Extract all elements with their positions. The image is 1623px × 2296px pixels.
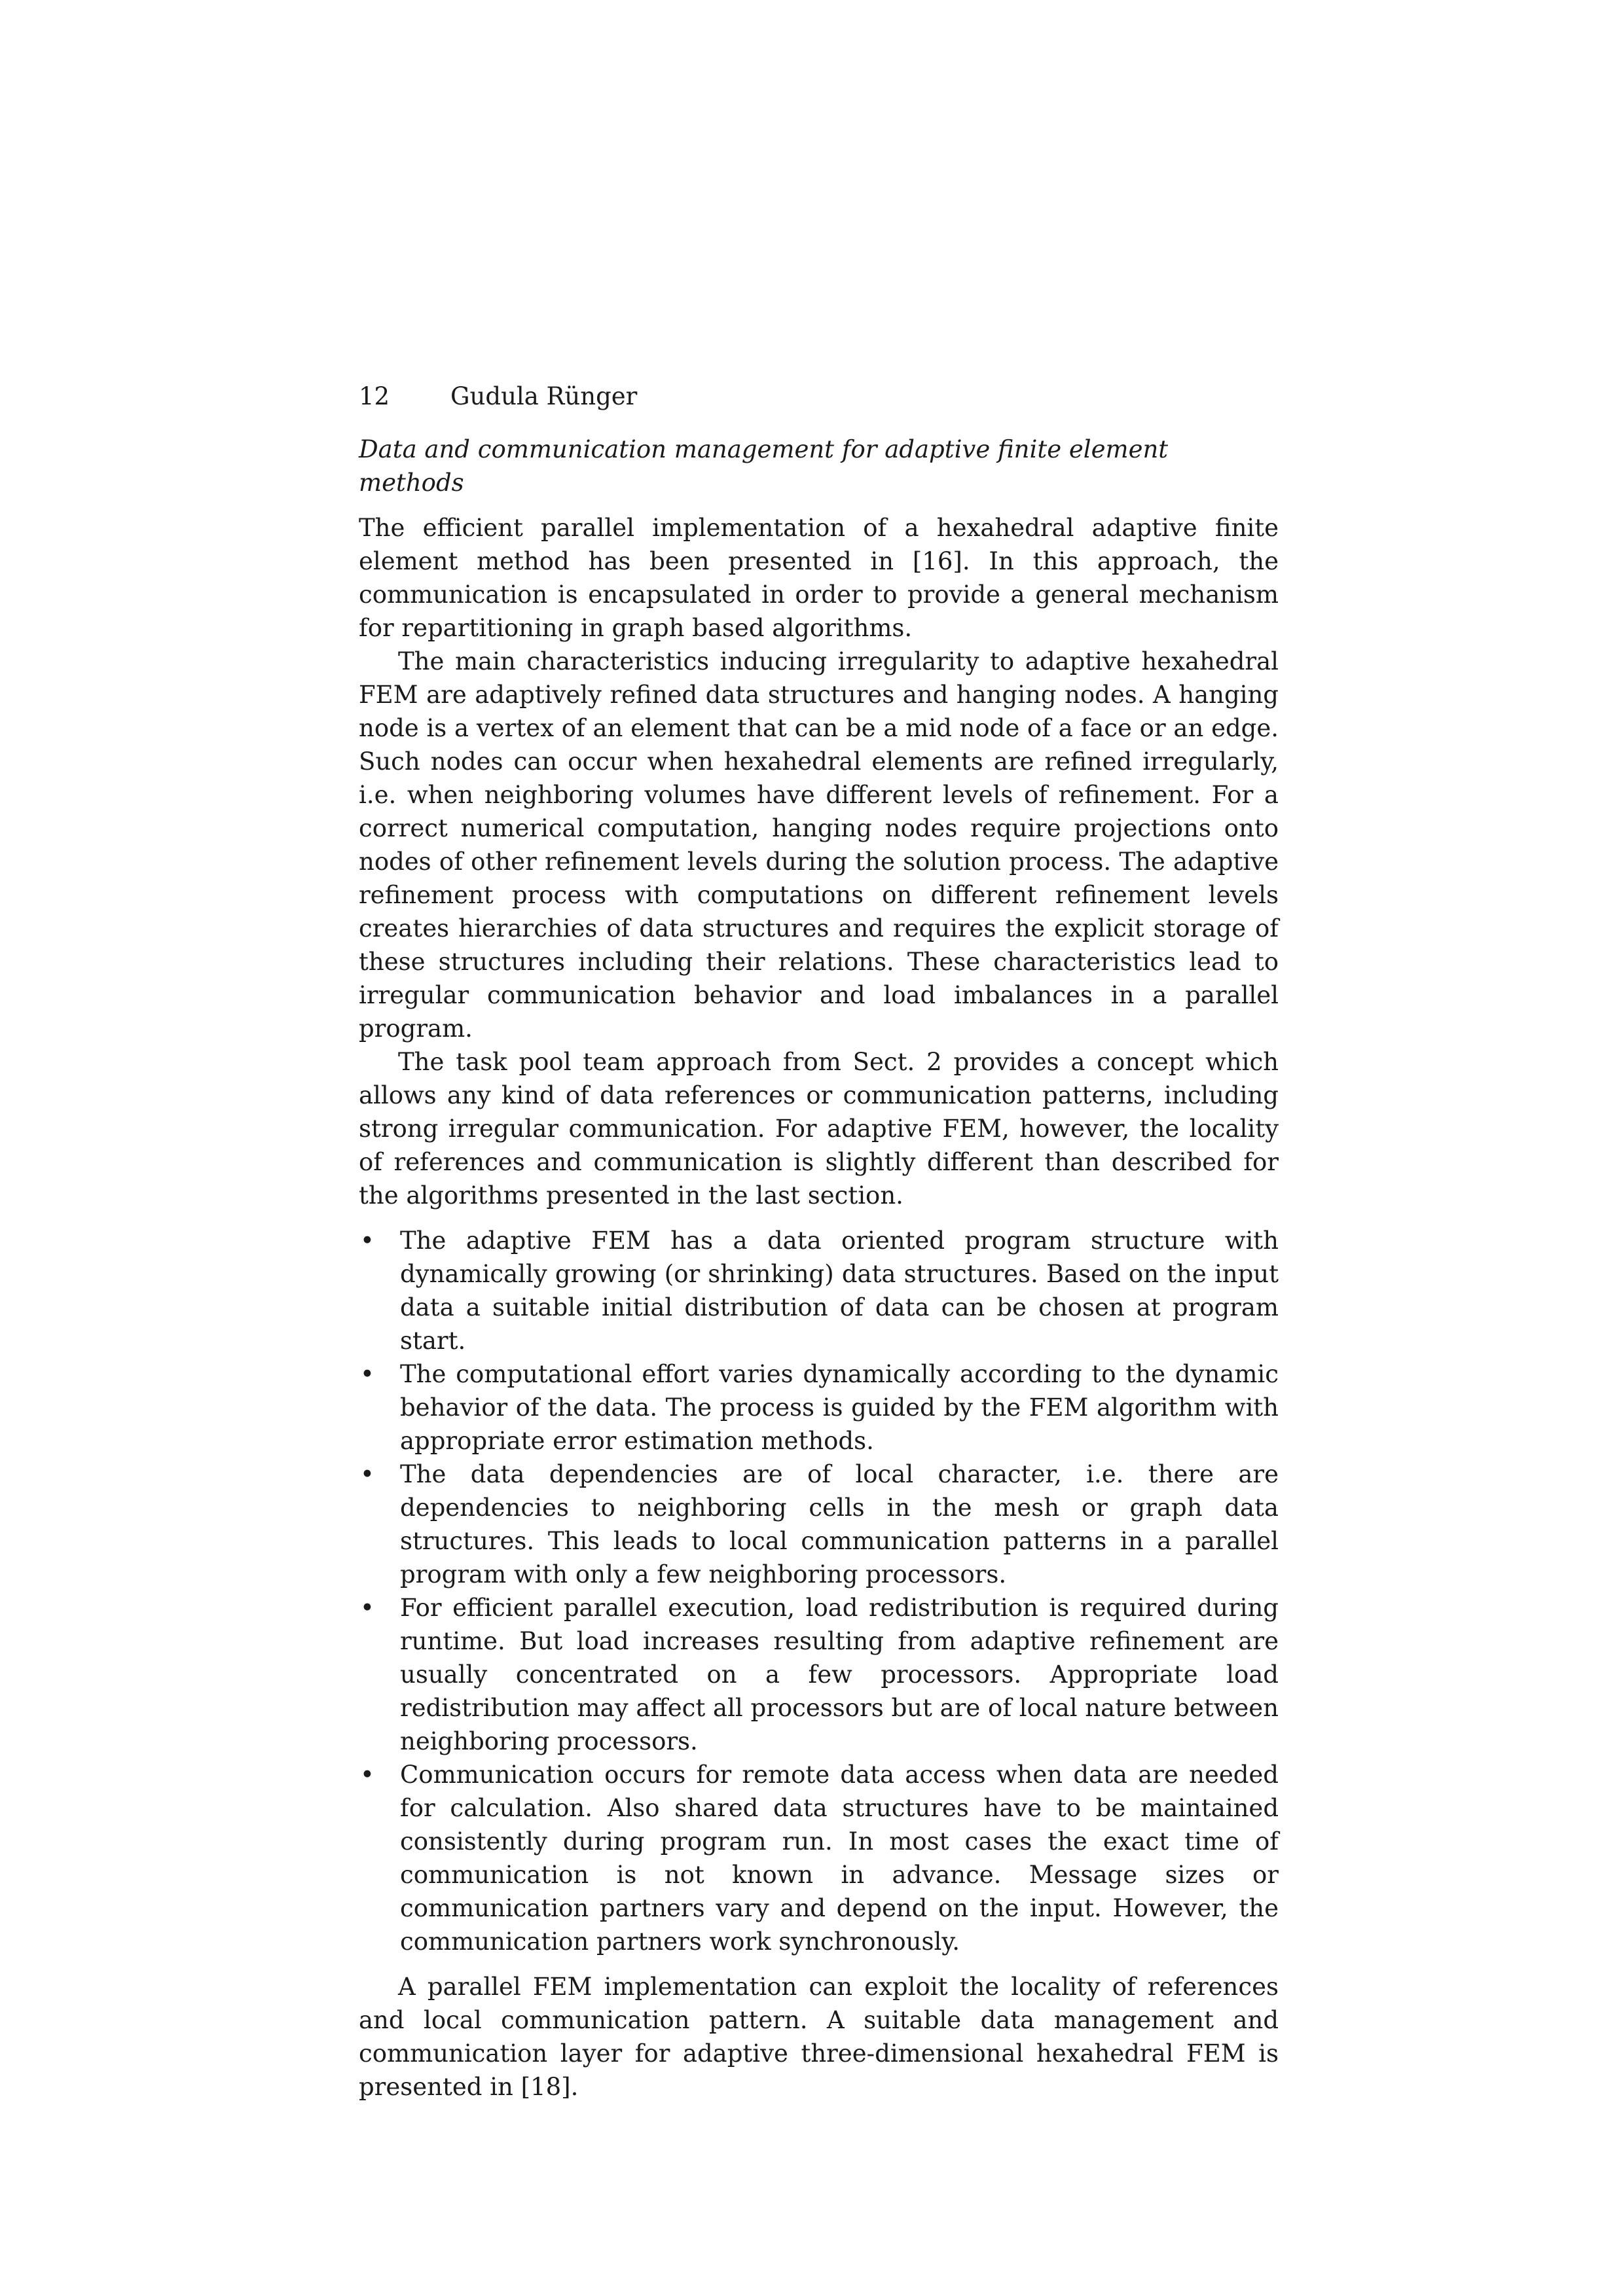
list-item (359, 1357, 1279, 1458)
list-item (359, 1758, 1279, 1958)
paragraph: The task pool team approach from Sect. 2 provides a concept which allows any kind of data references or communication patterns, including strong irregular communication. For adaptive FEM, however, the locality of references and communication is slightly different than described for the algorithms presented in the last section. (359, 1048, 1279, 1210)
list-item (359, 1224, 1279, 1357)
page-number: 12 (359, 382, 390, 410)
section-heading: Data and communication management for adaptive finite element methods (359, 435, 1169, 497)
bullet-list (359, 1224, 1279, 1958)
closing-paragraph: A parallel FEM implementation can exploit the locality of references and local communication pattern. A suitable data management and communication layer for adaptive three-dimensional hexahedral FEM is presented in [18]. (359, 1973, 1279, 2101)
bullet-icon: • (360, 1360, 374, 1388)
running-head (359, 380, 1279, 413)
bullet-icon: • (360, 1761, 374, 1789)
author-name: Gudula Rünger (450, 382, 638, 410)
list-item-text: For efficient parallel execution, load redistribution is required during runtime. But load increases resulting from adaptive refinement are usually concentrated on a few processors. Appropriate load redistribution may affect all processors but are of local nature between neighboring processors. (400, 1594, 1279, 1755)
list-item-text: The computational effort varies dynamically according to the dynamic behavior of the data. The process is guided by the FEM algorithm with appropriate error estimation methods. (400, 1360, 1279, 1455)
list-item-text: Communication occurs for remote data access when data are needed for calculation. Also shared data structures have to be maintained consistently during program run. In most cases the exact time of communication is not known in advance. Message sizes or communication partners vary and depend on the input. However, the communication partners work synchronously. (400, 1761, 1279, 1956)
paragraph: The main characteristics inducing irregularity to adaptive hexahedral FEM are adaptively refined data structures and hanging nodes. A hanging node is a vertex of an element that can be a mid node of a face or an edge. Such nodes can occur when hexahedral elements are refined irregularly, i.e. when neighboring volumes have different levels of refinement. For a correct numerical computation, hanging nodes require projections onto nodes of other refinement levels during the solution process. The adaptive refinement process with computations on different refinement levels creates hierarchies of data structures and requires the explicit storage of these structures including their relations. These characteristics lead to irregular communication behavior and load imbalances in a parallel program. (359, 647, 1279, 1043)
paragraph: The efficient parallel implementation of a hexahedral adaptive finite element method has been presented in [16]. In this approach, the communication is encapsulated in order to provide a general mechanism for repartitioning in graph based algorithms. (359, 514, 1279, 642)
bullet-icon: • (360, 1227, 374, 1255)
list-item-text: The data dependencies are of local character, i.e. there are dependencies to neighboring cells in the mesh or graph data structures. This leads to local communication patterns in a parallel program with only a few neighboring processors. (400, 1460, 1279, 1588)
list-item-text: The adaptive FEM has a data oriented program structure with dynamically growing (or shrinking) data structures. Based on the input data a suitable initial distribution of data can be chosen at program start. (400, 1227, 1279, 1355)
list-item (359, 1458, 1279, 1591)
page-content (359, 380, 1279, 2104)
list-item (359, 1591, 1279, 1758)
bullet-icon: • (360, 1594, 374, 1622)
bullet-icon: • (360, 1460, 374, 1488)
